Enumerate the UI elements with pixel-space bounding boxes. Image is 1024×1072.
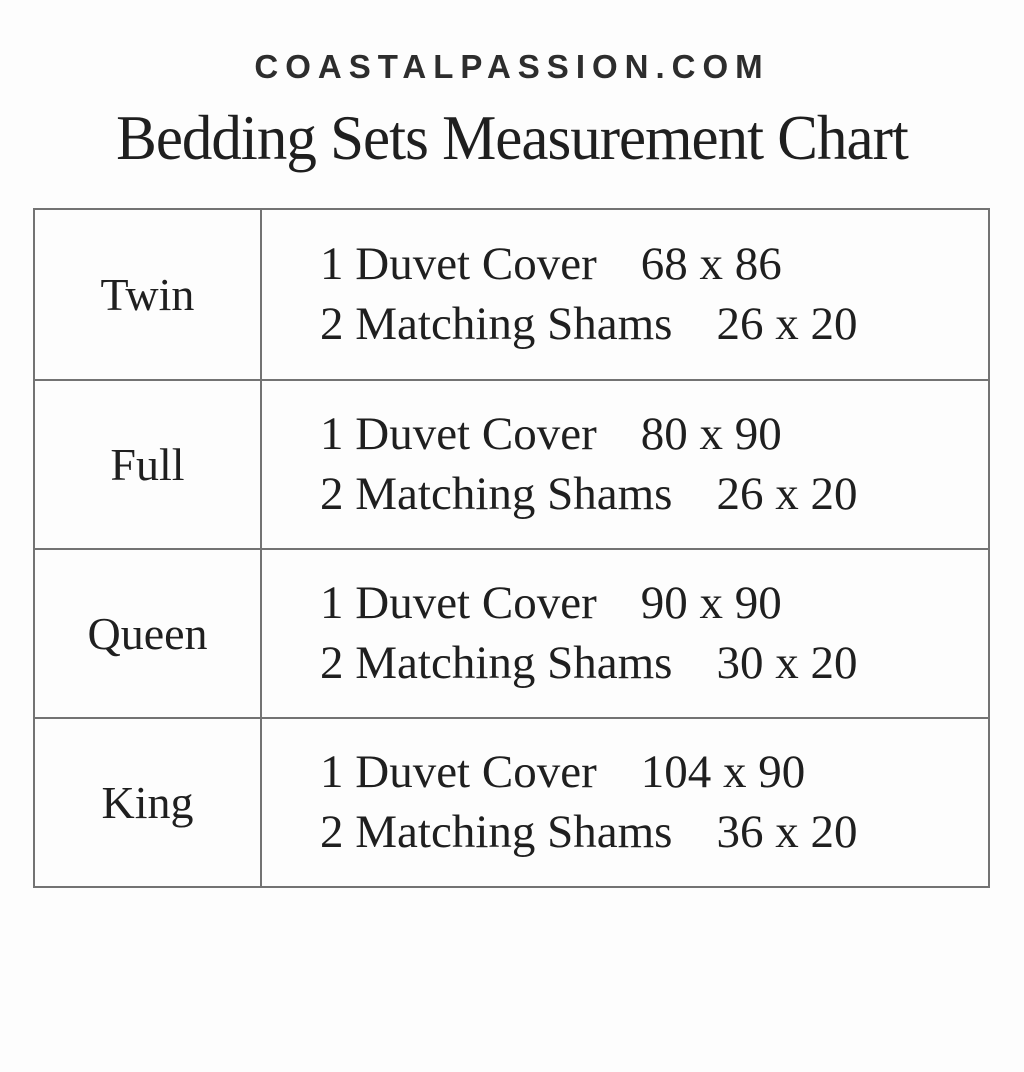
item-line <box>320 298 988 350</box>
item-line <box>320 468 988 520</box>
item-line <box>320 746 988 798</box>
bed-size-label: Queen <box>35 548 260 717</box>
details-cell <box>260 548 988 717</box>
item-dimensions: 80 x 90 <box>640 408 782 460</box>
item-dimensions: 104 x 90 <box>640 746 806 798</box>
item-dimensions: 30 x 20 <box>716 637 858 689</box>
details-cell <box>260 717 988 886</box>
item-label: 1 Duvet Cover <box>320 238 597 290</box>
item-label: 1 Duvet Cover <box>320 408 597 460</box>
item-label: 2 Matching Shams <box>320 468 673 520</box>
details-cell <box>260 379 988 548</box>
item-dimensions: 26 x 20 <box>716 468 858 520</box>
bed-size-label: Twin <box>100 269 195 320</box>
item-label: 2 Matching Shams <box>320 806 673 858</box>
bed-size-label: Full <box>35 379 260 548</box>
item-line <box>320 238 988 290</box>
page-title: Bedding Sets Measurement Chart <box>116 103 908 174</box>
item-label: 2 Matching Shams <box>320 298 673 350</box>
item-line <box>320 637 988 689</box>
item-line <box>320 577 988 629</box>
brand-heading: COASTALPASSION.COM <box>254 48 770 85</box>
item-dimensions: 90 x 90 <box>640 577 782 629</box>
item-dimensions: 36 x 20 <box>716 806 858 858</box>
bed-size-label: King <box>35 717 260 886</box>
item-dimensions: 68 x 86 <box>640 238 782 290</box>
details-cell <box>260 210 988 379</box>
item-dimensions: 26 x 20 <box>716 298 858 350</box>
item-label: 2 Matching Shams <box>320 637 673 689</box>
measurement-table <box>33 208 990 888</box>
item-label: 1 Duvet Cover <box>320 577 597 629</box>
item-line <box>320 408 988 460</box>
item-label: 1 Duvet Cover <box>320 746 597 798</box>
item-line <box>320 806 988 858</box>
